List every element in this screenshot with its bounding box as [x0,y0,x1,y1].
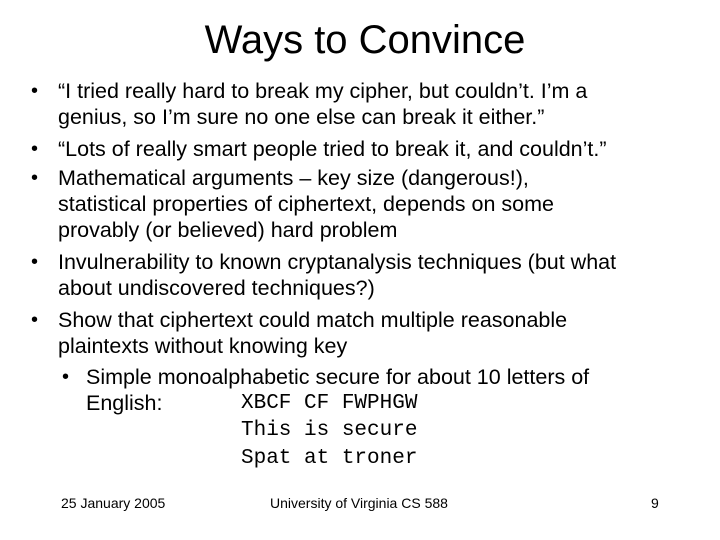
footer-page-number: 9 [651,495,659,511]
bullet-line: Invulnerability to known cryptanalysis techniques (but what [58,250,617,274]
cipher-example-ciphertext: XBCF CF FWPHGW [241,392,418,415]
slide-title: Ways to Convince [204,18,526,62]
bullet-marker: • [31,167,39,189]
bullet-line: about undiscovered techniques?) [58,276,375,300]
bullet-line: Show that ciphertext could match multiple reasonable [58,308,568,332]
bullet-line: genius, so I’m sure no one else can break it either.” [58,105,545,129]
bullet-line: plaintexts without knowing key [58,334,348,358]
sub-bullet-line: Simple monoalphabetic secure for about 10 letters of [86,365,590,389]
bullet-line: “Lots of really smart people tried to break it, and couldn’t.” [58,137,607,161]
bullet-line: “I tried really hard to break my cipher, but couldn’t. I’m a [58,79,588,103]
bullet-line: Mathematical arguments – key size (dangerous!), [58,166,529,190]
sub-bullet-marker: • [62,366,70,388]
bullet-marker: • [31,80,39,102]
bullet-line: statistical properties of ciphertext, depends on some [58,192,554,216]
sub-bullet-label: English: [86,391,163,415]
cipher-example-plaintext-2: Spat at troner [241,447,418,470]
bullet-marker: • [31,251,39,273]
bullet-line: provably (or believed) hard problem [58,218,398,242]
cipher-example-plaintext-1: This is secure [241,419,418,442]
bullet-marker: • [31,138,39,160]
footer-course: University of Virginia CS 588 [270,495,448,511]
footer-date: 25 January 2005 [61,495,166,511]
bullet-marker: • [31,309,39,331]
